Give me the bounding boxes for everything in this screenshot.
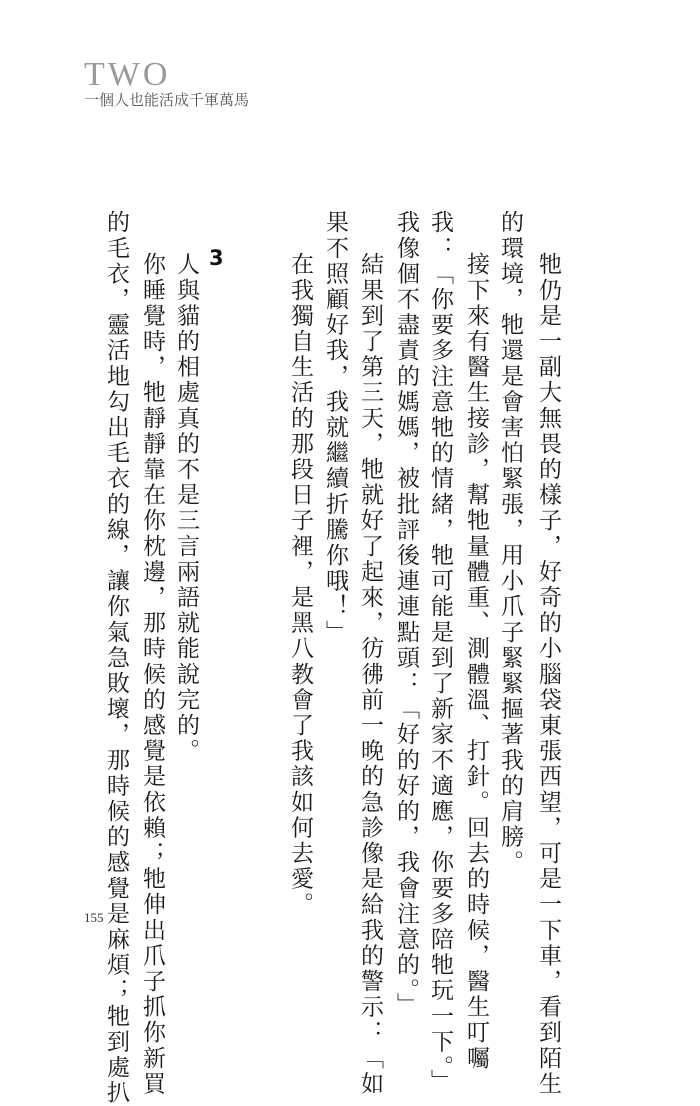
text-column: 人與貓的相處真的不是三言兩語就能說完的。	[173, 252, 199, 764]
text-column: 在我獨自生活的那段日子裡，是黑八教會了我該如何去愛。	[287, 252, 313, 918]
text-column: 的毛衣，靈活地勾出毛衣的線，讓你氣急敗壞，那時候的感覺是麻煩；牠到處扒	[103, 210, 129, 1106]
text-column: 牠仍是一副大無畏的樣子，好奇的小腦袋東張西望，可是一下車，看到陌生	[535, 252, 561, 1097]
text-column: 果不照顧好我，我就繼續折騰你哦！」	[322, 210, 348, 646]
text-column: 的環境，牠還是會害怕緊張，用小爪子緊緊摳著我的肩膀。	[497, 210, 523, 876]
chapter-title: 一個人也能活成千軍萬馬	[84, 91, 250, 109]
page-number: 155	[84, 910, 104, 925]
text-column: 結果到了第三天，牠就好了起來，彷彿前一晚的急診像是給我的警示：「如	[357, 252, 383, 1097]
chapter-number: TWO	[84, 56, 171, 93]
text-column: 你睡覺時，牠靜靜靠在你枕邊，那時候的感覺是依賴；牠伸出爪子抓你新買	[139, 252, 165, 1097]
text-column: 我：「你要多注意牠的情緒，牠可能是到了新家不適應，你要多陪牠玩一下。」	[427, 210, 453, 1095]
text-column: 我像個不盡責的媽媽，被批評後連連點頭：「好的好的，我會注意的。」	[393, 210, 419, 1018]
text-column: 接下來有醫生接診，幫牠量體重、測體溫、打針。回去的時候，醫生叮囑	[463, 252, 489, 1072]
section-number: 3	[209, 246, 224, 270]
